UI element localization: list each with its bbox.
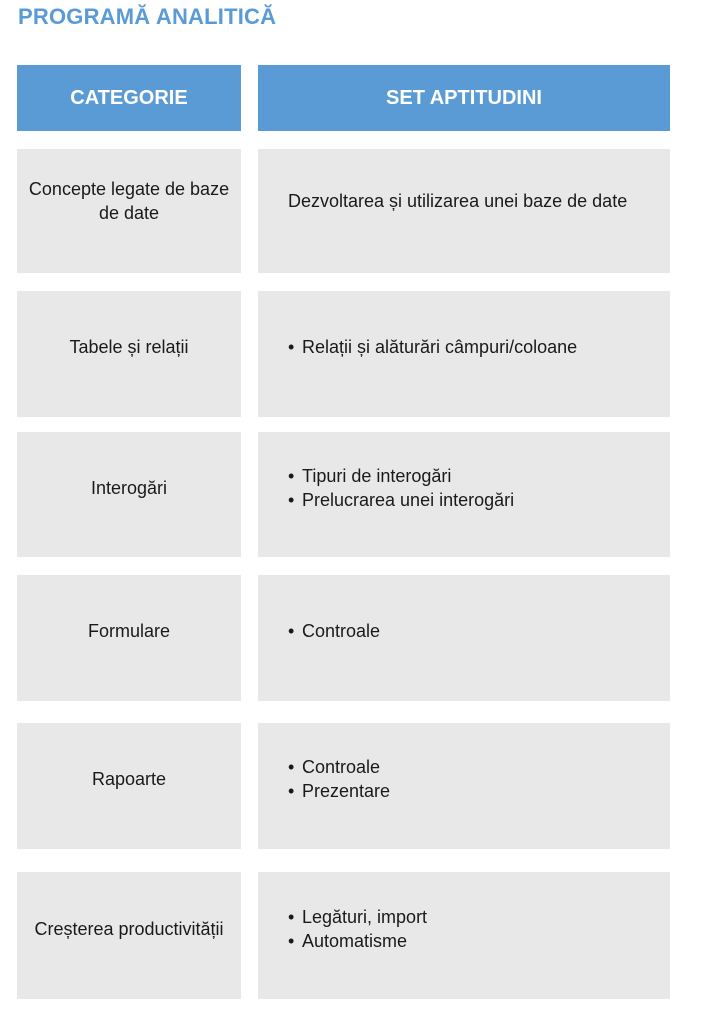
skill-item: • Legături, import bbox=[288, 905, 427, 929]
skills-cell bbox=[258, 432, 670, 557]
skills-list bbox=[288, 619, 380, 643]
skills-cell bbox=[258, 575, 670, 701]
category-label: Interogări bbox=[90, 477, 168, 498]
category-label: Creșterea productivității bbox=[34, 918, 224, 939]
skill-text: Dezvoltarea și utilizarea unei baze de date bbox=[288, 191, 628, 211]
skill-item: • Controale bbox=[288, 619, 380, 643]
category-label: Concepte legate de baze de date bbox=[28, 179, 230, 223]
skill-item: • Tipuri de interogări bbox=[288, 464, 514, 488]
category-cell bbox=[17, 149, 241, 273]
skills-cell bbox=[258, 872, 670, 999]
skill-item: • Prelucrarea unei interogări bbox=[288, 488, 514, 512]
skills-cell bbox=[258, 149, 670, 273]
skill-item: • Automatisme bbox=[288, 929, 427, 953]
category-cell bbox=[17, 432, 241, 557]
skill-item: • Controale bbox=[288, 755, 390, 779]
header-category: CATEGORIE bbox=[17, 65, 241, 131]
skills-list bbox=[288, 335, 577, 359]
category-cell bbox=[17, 575, 241, 701]
category-label: Rapoarte bbox=[91, 769, 167, 789]
category-cell bbox=[17, 872, 241, 999]
skills-list bbox=[288, 464, 514, 512]
skills-list bbox=[288, 755, 390, 803]
skill-item: • Relații și alăturări câmpuri/coloane bbox=[288, 335, 577, 359]
category-label: Tabele și relații bbox=[69, 337, 189, 357]
skills-list bbox=[288, 905, 427, 953]
category-cell bbox=[17, 723, 241, 849]
category-cell bbox=[17, 291, 241, 417]
category-label: Formulare bbox=[87, 621, 171, 641]
skills-cell bbox=[258, 291, 670, 417]
skill-item: • Prezentare bbox=[288, 779, 390, 803]
page-title: PROGRAMĂ ANALITICĂ bbox=[18, 4, 277, 29]
header-skills: SET APTITUDINI bbox=[258, 65, 670, 131]
skills-cell bbox=[258, 723, 670, 849]
